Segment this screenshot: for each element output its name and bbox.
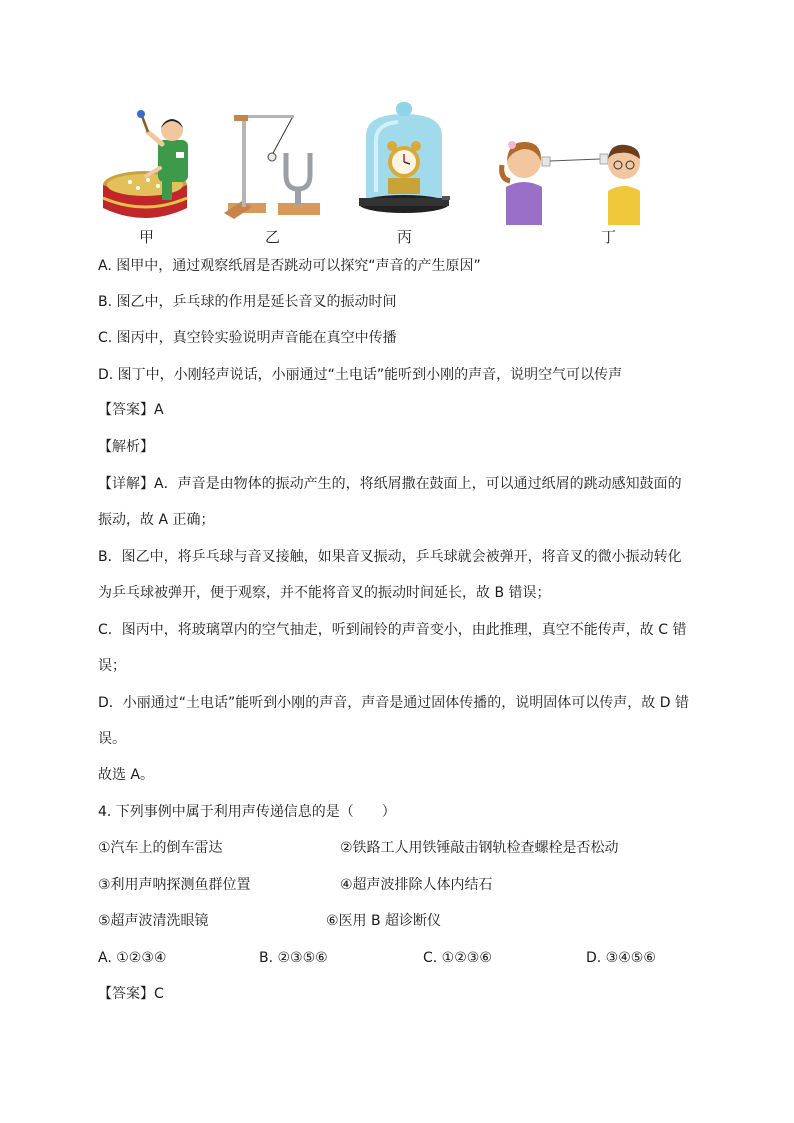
q4-answer: 【答案】C [98, 986, 164, 1002]
figure-bell-jar-illustration [358, 100, 450, 218]
q4-item: ⑤超声波清洗眼镜 [98, 913, 209, 929]
q3-explanation-line: 振动，故 A 正确； [98, 512, 215, 528]
q3-explanation-line: B．图乙中，将乒乓球与音叉接触，如果音叉振动，乒乓球就会被弹开，将音叉的微小振动转化 [98, 549, 682, 565]
q4-item: ⑥医用 B 超诊断仪 [326, 913, 442, 929]
q3-option-a: A. 图甲中，通过观察纸屑是否跳动可以探究“声音的产生原因” [98, 258, 481, 274]
figure-label-yi: 乙 [265, 228, 281, 246]
q3-explanation-line: 误； [98, 658, 126, 674]
figure-drum-illustration [100, 110, 200, 225]
q4-item: ③利用声呐探测鱼群位置 [98, 877, 251, 893]
q4-item: ④超声波排除人体内结石 [340, 877, 493, 893]
q3-explanation-line: 为乒乓球被弹开，便于观察，并不能将音叉的振动时间延长，故 B 错误； [98, 585, 551, 601]
figure-tuning-fork-illustration [222, 103, 324, 223]
q3-option-c: C. 图丙中，真空铃实验说明声音能在真空中传播 [98, 330, 397, 346]
q4-choice-c: C. ①②③⑥ [423, 950, 492, 966]
q3-option-b: B. 图乙中，乒乓球的作用是延长音叉的振动时间 [98, 294, 397, 310]
figure-label-jia: 甲 [139, 228, 155, 246]
q4-question: 4. 下列事例中属于利用声传递信息的是（ ） [98, 804, 396, 820]
q4-choice-a: A. ①②③④ [98, 950, 167, 966]
q3-explanation-line: C．图丙中，将玻璃罩内的空气抽走，听到闹铃的声音变小，由此推理，真空不能传声，故 C 错 [98, 622, 687, 638]
q3-explanation-line: 误。 [98, 731, 126, 747]
q4-choice-d: D. ③④⑤⑥ [586, 950, 656, 966]
q3-analysis-title: 【解析】 [98, 439, 154, 455]
q3-explanation-line: D．小丽通过“土电话”能听到小刚的声音，声音是通过固体传播的，说明固体可以传声，故 D 错 [98, 695, 689, 711]
figure-label-bing: 丙 [397, 228, 413, 246]
q4-item: ①汽车上的倒车雷达 [98, 840, 223, 856]
q3-conclusion: 故选 A。 [98, 767, 155, 783]
figure-row [0, 95, 794, 250]
figure-label-ding: 丁 [601, 228, 617, 246]
q3-answer: 【答案】A [98, 402, 164, 418]
q4-choice-b: B. ②③⑤⑥ [259, 950, 328, 966]
figure-string-telephone-illustration [496, 135, 648, 227]
q4-item: ②铁路工人用铁锤敲击钢轨检查螺栓是否松动 [340, 840, 619, 856]
q3-option-d: D. 图丁中，小刚轻声说话，小丽通过“土电话”能听到小刚的声音，说明空气可以传声 [98, 367, 623, 383]
q3-explanation-line: 【详解】A．声音是由物体的振动产生的，将纸屑撒在鼓面上，可以通过纸屑的跳动感知鼓面的 [98, 476, 682, 492]
